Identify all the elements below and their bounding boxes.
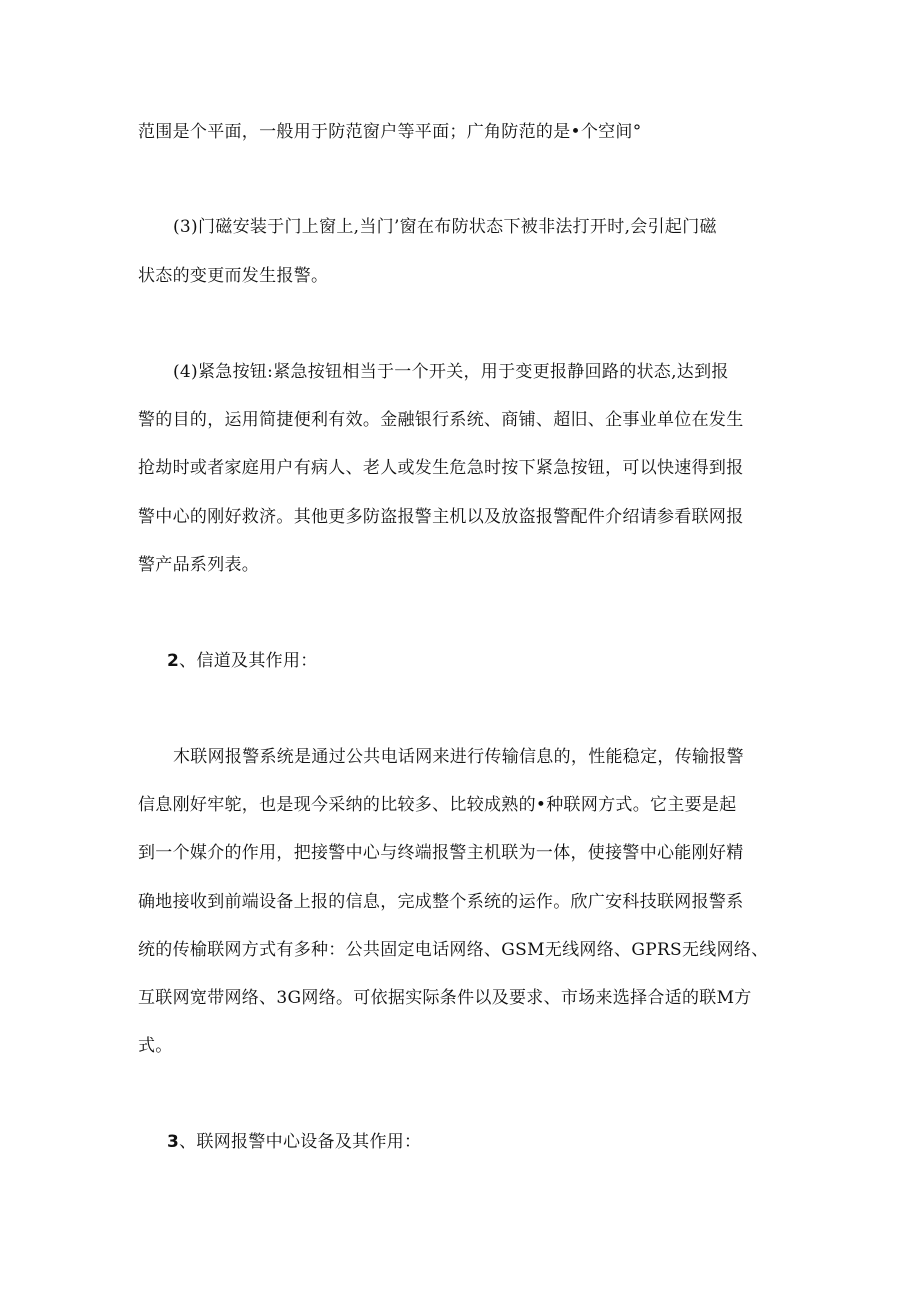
item-4-line: 抢劫时或者家庭用户有病人、老人或发生危急时按下紧急按钮，可以快速得到报 [138, 458, 744, 478]
section-2-body-line: 木联网报警系统是通过公共电话网来进行传输信息的，性能稳定，传输报警 [173, 747, 744, 767]
section-2-title: 、信道及其作用： [179, 651, 318, 671]
section-2-number: 2 [167, 651, 180, 671]
section-3-number: 3 [167, 1132, 180, 1152]
item-3-line: (3)门磁安装于门上窗上,当门’窗在布防状态下被非法打开时,会引起门磁 [173, 217, 717, 237]
item-4-line: (4)紧急按钮:紧急按钮相当于一个开关，用于变更报静回路的状态,达到报 [173, 362, 729, 382]
section-2-body-line: 式。 [138, 1036, 173, 1056]
item-4-line: 警的目的，运用简捷便利有效。金融银行系统、商铺、超旧、企事业单位在发生 [138, 410, 744, 430]
item-3-line: 状态的变更而发生报警。 [138, 266, 329, 286]
section-2-body-line: 确地接收到前端设备上报的信息，完成整个系统的运作。欣广安科技联网报警系 [138, 892, 744, 912]
section-3-heading [167, 1131, 827, 1153]
paragraph-line: 范围是个平面，一般用于防范窗户等平面；广角防范的是•个空间° [138, 122, 642, 142]
item-4-line: 警中心的刚好救济。其他更多防盗报警主机以及放盗报警配件介绍请参看联网报 [138, 507, 744, 527]
section-2-body-line: 信息刚好牢鸵，也是现今采纳的比较多、比较成熟的•种联网方式。它主要是起 [138, 795, 737, 815]
section-2-body-line: 互联网宽带网络、3G网络。可依据实际条件以及要求、市场来选择合适的联M方 [138, 988, 752, 1008]
section-3-title: 、联网报警中心设备及其作用： [179, 1132, 422, 1152]
item-4-line: 警产品系列表。 [138, 555, 260, 575]
section-2-body-line: 统的传榆联网方式有多种：公共固定电话网络、GSM无线网络、GPRS无线网络、 [138, 940, 769, 960]
section-2-heading [167, 650, 827, 672]
section-2-body-line: 到一个媒介的作用，把接警中心与终端报警主机联为一体，使接警中心能刚好精 [138, 843, 744, 863]
